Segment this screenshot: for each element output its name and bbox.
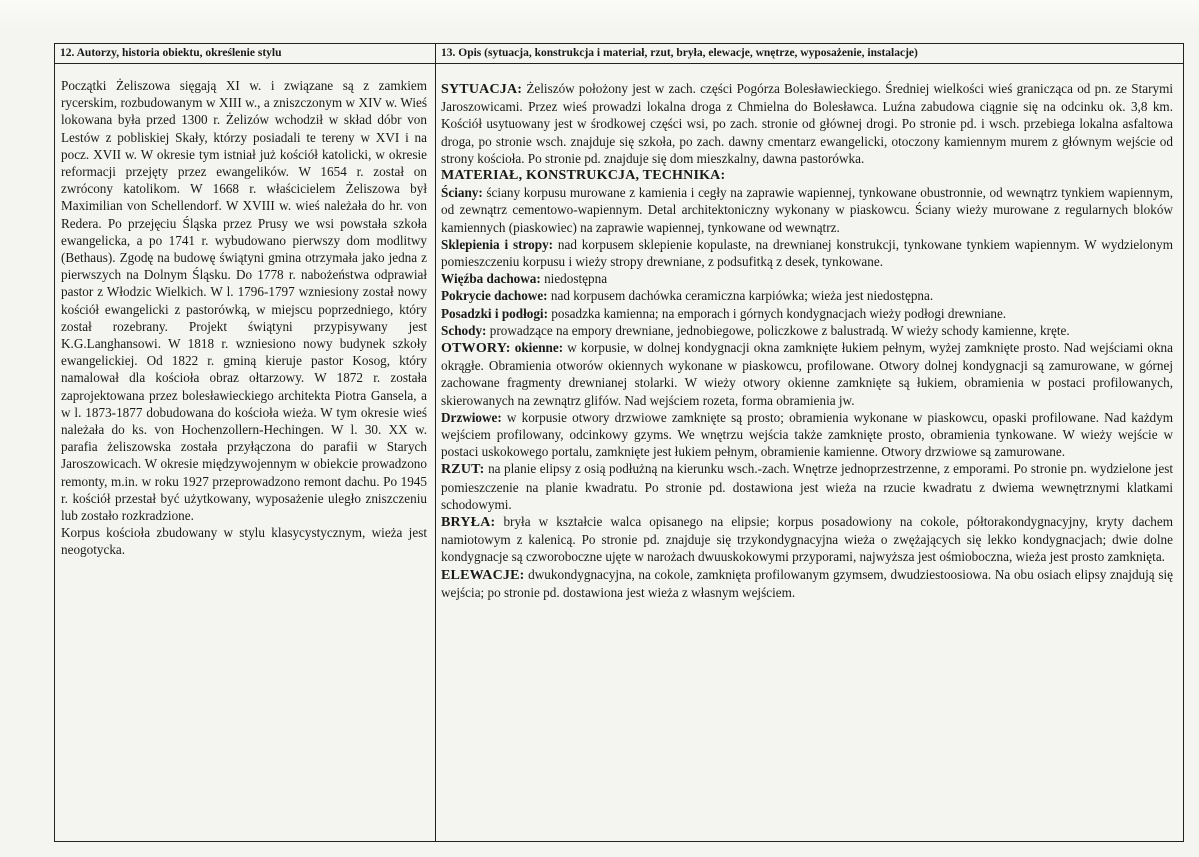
rzut-label: RZUT:	[441, 462, 485, 478]
bryla-label: BRYŁA:	[441, 515, 496, 531]
sytuacja-section	[441, 80, 1173, 167]
sciany-label: Ściany:	[441, 185, 483, 201]
header-rule	[55, 63, 1183, 64]
bryla-text: bryła w kształcie walca opisanego na elipsie; korpus posadowiony na cokole, półtorakondygnacyjny, kryty dachem namiotowym z kalenicą. Po stronie pd. znajduje się trzykondygnacyjna wieża o zwężających się lekko kondygnacjach; dwie dolne kondygnacje są czworoboczne ujęte w narożach dwuuskokowymi przyporami, najwyższa jest ośmioboczna, wieża jest prosto zamknięta.	[441, 514, 1173, 565]
section-13-header: 13. Opis (sytuacja, konstrukcja i materiał, rzut, bryła, elewacje, wnętrze, wyposażenie, instalacje)	[441, 47, 918, 59]
elewacje-label: ELEWACJE:	[441, 567, 525, 583]
sklepienia-label: Sklepienia i stropy:	[441, 236, 554, 252]
rzut-text: na planie elipsy z osią podłużną na kierunku wsch.-zach. Wnętrze jednoprzestrzenne, z emporami. Po stronie pn. wydzielone jest pomieszczenie na planie kwadratu. Po stronie pd. dostawiona jest wieża na rzucie kwadratu z dwiema wewnętrznymi klatkami schodowymi.	[441, 461, 1173, 512]
drzwiowe-section	[441, 409, 1173, 461]
sytuacja-label: SYTUACJA:	[441, 82, 523, 97]
wiezba-text: niedostępna	[540, 271, 608, 287]
sciany-text: ściany korpusu murowane z kamienia i cegły na zaprawie wapiennej, tynkowane obustronnie, od wewnątrz tynkiem wapiennym, od zewnątrz cementowo-wapiennym. Detal architektoniczny wykonany w piaskowcu. Ściany wieży murowane z regularnych bloków kamiennych (piaskowiec) na zaprawie wapiennej, tynkowane od wewnątrz.	[441, 185, 1173, 235]
wiezba-label: Więźba dachowa:	[441, 271, 541, 287]
sklepienia-text: nad korpusem sklepienie kopulaste, na drewnianej konstrukcji, tynkowane tynkiem wapiennym. W wydzielonym pomieszczeniu korpusu i wieży stropy drewniane, z podsufitką z desek, tynkowane.	[441, 236, 1173, 270]
otwory-label: OTWORY:	[441, 341, 511, 357]
pokrycie-text: nad korpusem dachówka ceramiczna karpiówka; wieża jest niedostępna.	[547, 288, 934, 304]
sytuacja-text: Żeliszów położony jest w zach. części Pogórza Bolesławieckiego. Średniej wielkości wieś granicząca od pn. ze Starymi Jaroszowicami. Przez wieś prowadzi lokalna droga z Chmielna do Bolesławca. Luźna zabudowa ciągnie się na odcinku ok. 3,8 km. Kościół usytuowany jest w środkowej części wsi, po zach. stronie od głównej drogi. Po stronie pd. i wsch. przebiega lokalna asfaltowa droga, po stronie wsch. znajduje się szkoła, po zach. dawny cmentarz ewangelicki, otoczony kamiennym murem z głównym wejście od strony kościoła. Po stronie pd. znajduje się dom mieszkalny, dawna pastorówka.	[441, 81, 1173, 166]
sciany-section	[441, 184, 1173, 236]
wiezba-section	[441, 270, 1173, 287]
okienne-text: w korpusie, w dolnej kondygnacji okna zamknięte łukiem pełnym, wyżej zamknięte prosto. Nad wejściami okna okrągłe. Obramienia otworów okiennych wykonane w piaskowcu, profilowane. Otwory dolnej kondygnacji są zamurowane, w górnej zachowane fragmenty drewnianej stolarki. W wieży otwory okienne zamknięte są łukiem, obramienia w postaci profilowanych, skierowanych na zewnątrz glifów. Nad wejściem rozeta, forma obramienia jw.	[441, 340, 1174, 408]
posadzki-text: posadzka kamienna; na emporach i górnych kondygnacjach wieży podłogi drewniane.	[548, 305, 1007, 321]
pokrycie-label: Pokrycie dachowe:	[441, 288, 548, 304]
posadzki-section	[441, 305, 1173, 322]
rzut-section	[441, 460, 1173, 513]
bryla-section	[441, 513, 1173, 566]
history-paragraph: Początki Żeliszowa sięgają XI w. i związane są z zamkiem rycerskim, rozbudowanym w XIII w., a zniszczonym w XIV w. Wieś lokowana była przed 1300 r. Żelizów wchodził w skład dóbr von Lestów z pobliskiej Skały, którzy posiadali te tereny w XVI i na pocz. XVII w. W okresie tym istniał już kościół katolicki, w okresie reformacji przejęty przez ewangelików. W 1654 r. został on zwrócony katolikom. W 1668 r. właścicielem Żeliszowa był Maximilian von Schellendorf. W XVIII w. wieś należała do hr. von Redera. Po przejęciu Śląska przez Prusy we wsi powstała szkoła ewangelicka, a po 1741 r. wybudowano pierwszy dom modlitwy (Bethaus). Zgodę na budowę świątyni gmina otrzymała jako jedna z pierwszych na Dolnym Śląsku. Do 1778 r. nabożeństwa odprawiał pastor z Włodzic Wielkich. W l. 1796-1797 wzniesiony został nowy kościół ewangelicki z pastorówką, w miejscu poprzedniego, który został rozebrany. Projekt świątyni przypisywany jest K.G.Langhansowi. W 1818 r. wzniesiono nowy budynek szkoły ewangelickiej. Od 1822 r. gminą kieruje pastor Kosog, który namalował dla kościoła obraz ołtarzowy. W 1872 r. została zaprojektowana przez bolesławieckiego architekta Piotra Gansela, a w l. 1873-1877 dobudowana do kościoła wieża. W tym okresie wieś należała do ks. von Hochenzollern-Hechingen. W l. 30. XX w. parafia żeliszowska została przyłączona do parafii w Starych Jaroszowicach. W okresie międzywojennym w obiekcie prowadzono remonty, m.in. w roku 1927 przeprowadzono remont dachu. Po 1945 r. kościół przestał być użytkowany, wyposażenie uległo zniszczeniu lub zostało rozkradzione.	[61, 78, 427, 524]
schody-section	[441, 322, 1173, 339]
material-heading: MATERIAŁ, KONSTRUKCJA, TECHNIKA:	[441, 168, 726, 184]
schody-label: Schody:	[441, 322, 487, 338]
form-sheet	[54, 43, 1184, 842]
scan-margin	[0, 0, 1199, 30]
history-column	[61, 77, 427, 559]
style-paragraph: Korpus kościoła zbudowany w stylu klasycystycznym, wieża jest neogotycka.	[61, 525, 427, 558]
okienne-label: okienne:	[514, 340, 564, 356]
elewacje-section	[441, 566, 1173, 601]
sklepienia-section	[441, 236, 1173, 270]
column-divider	[435, 44, 436, 841]
otwory-section	[441, 339, 1173, 409]
section-12-header: 12. Autorzy, historia obiektu, określenie stylu	[60, 47, 282, 59]
elewacje-text: dwukondygnacyjna, na cokole, zamknięta profilowanym gzymsem, dwudziestoosiowa. Na obu osiach elipsy znajdują się wejścia; po stronie pd. dostawiona jest wieża z własnym wejściem.	[441, 566, 1173, 600]
drzwiowe-text: w korpusie otwory drzwiowe zamknięte są prosto; obramienia wykonane w piaskowcu, opaski profilowane. Nad każdym wejściem profilowany, odcinkowy gzyms. We wnętrzu wejścia także zamknięte prosto, obramienia tynkowane. W wieży wejście w postaci uskokowego portalu, zamknięte jest łukiem pełnym, obramienie kamienne. Otwory drzwiowe są zamurowane.	[441, 409, 1173, 460]
description-column	[441, 80, 1173, 601]
pokrycie-section	[441, 287, 1173, 304]
posadzki-label: Posadzki i podłogi:	[441, 305, 548, 321]
drzwiowe-label: Drzwiowe:	[441, 409, 502, 425]
schody-text: prowadzące na empory drewniane, jednobiegowe, policzkowe z balustradą. W wieży schody kamienne, kręte.	[486, 322, 1070, 338]
